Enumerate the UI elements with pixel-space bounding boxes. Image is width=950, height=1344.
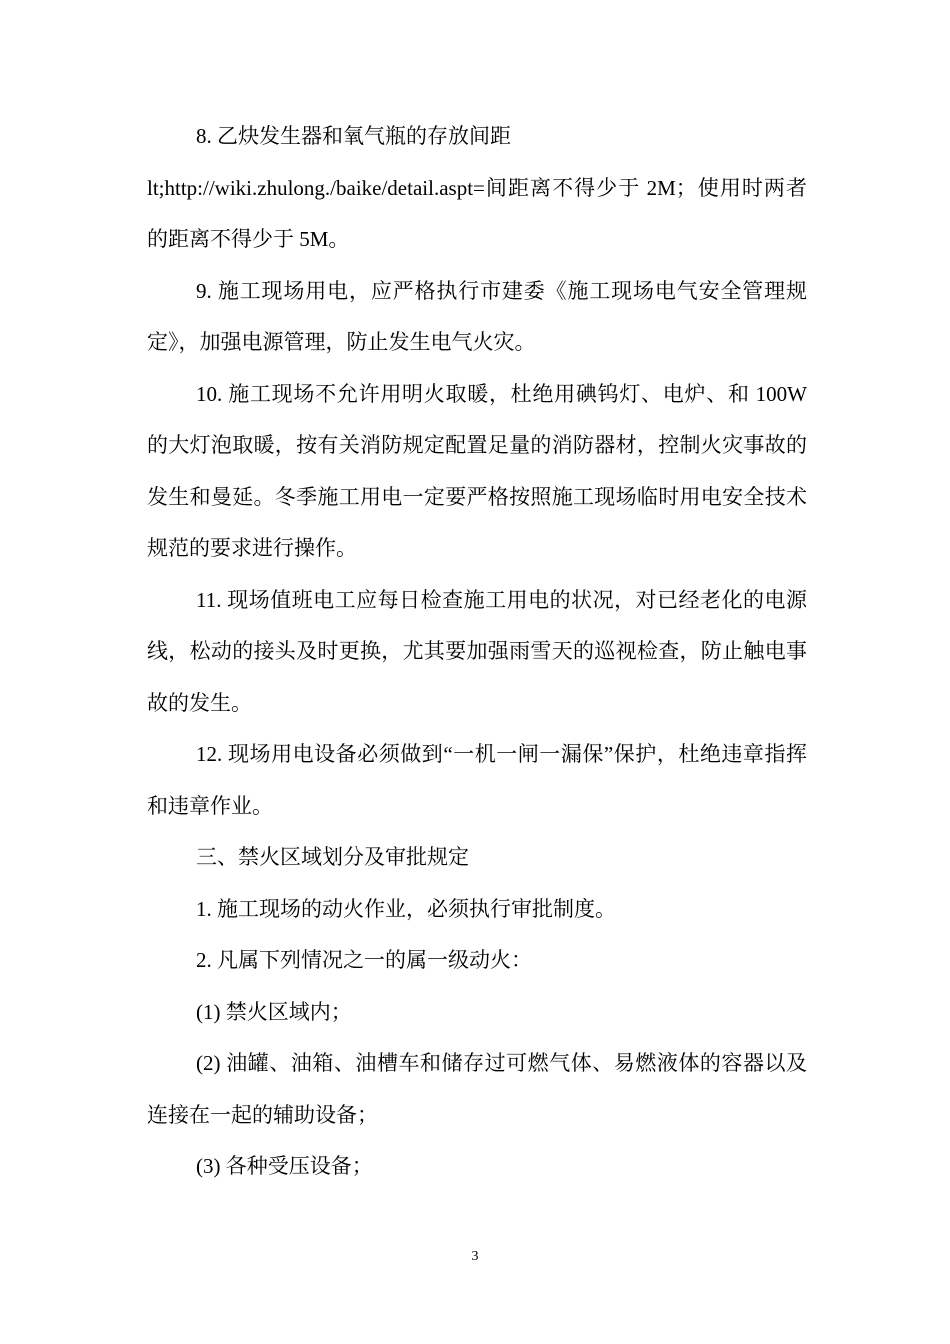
- paragraph-section3-item-1: 1. 施工现场的动火作业，必须执行审批制度。: [196, 896, 616, 921]
- page-number: 3: [471, 1249, 479, 1264]
- paragraph-item-11: 11. 现场值班电工应每日检查施工用电的状况，对已经老化的电源线，松动的接头及时更换，尤其要加强雨雪天的巡视检查，防止触电事故的发生。: [147, 587, 807, 715]
- paragraph-section3-item-2: 2. 凡属下列情况之一的属一级动火：: [196, 948, 532, 972]
- paragraph-item-8: 8. 乙炔发生器和氧气瓶的存放间距: [196, 124, 511, 148]
- paragraph-item-10: 10. 施工现场不允许用明火取暖，杜绝用碘钨灯、电炉、和 100W 的大灯泡取暖，按有关消防规定配置足量的消防器材，控制火灾事故的发生和曼延。冬季施工用电一定要严格按照施工现场临时用电安全技术规范的要求进行操作。: [147, 381, 807, 560]
- list-item-1: (1) 禁火区域内；: [196, 999, 352, 1024]
- document-body: [147, 111, 807, 1193]
- list-item-2: (2) 油罐、油箱、油槽车和储存过可燃气体、易燃液体的容器以及连接在一起的辅助设备；: [147, 1051, 807, 1127]
- section-heading-3: 三、禁火区域划分及审批规定: [196, 845, 469, 869]
- paragraph-item-9: 9. 施工现场用电，应严格执行市建委《施工现场电气安全管理规定》，加强电源管理，防止发生电气火灾。: [147, 278, 807, 354]
- paragraph-item-12: 12. 现场用电设备必须做到“一机一闸一漏保”保护，杜绝违章指挥和违章作业。: [147, 742, 807, 818]
- list-item-3: (3) 各种受压设备；: [196, 1154, 373, 1178]
- paragraph-item-8-continued: lt;http://wiki.zhulong./baike/detail.aspt=间距离不得少于 2M；使用时两者的距离不得少于 5M。: [147, 175, 807, 251]
